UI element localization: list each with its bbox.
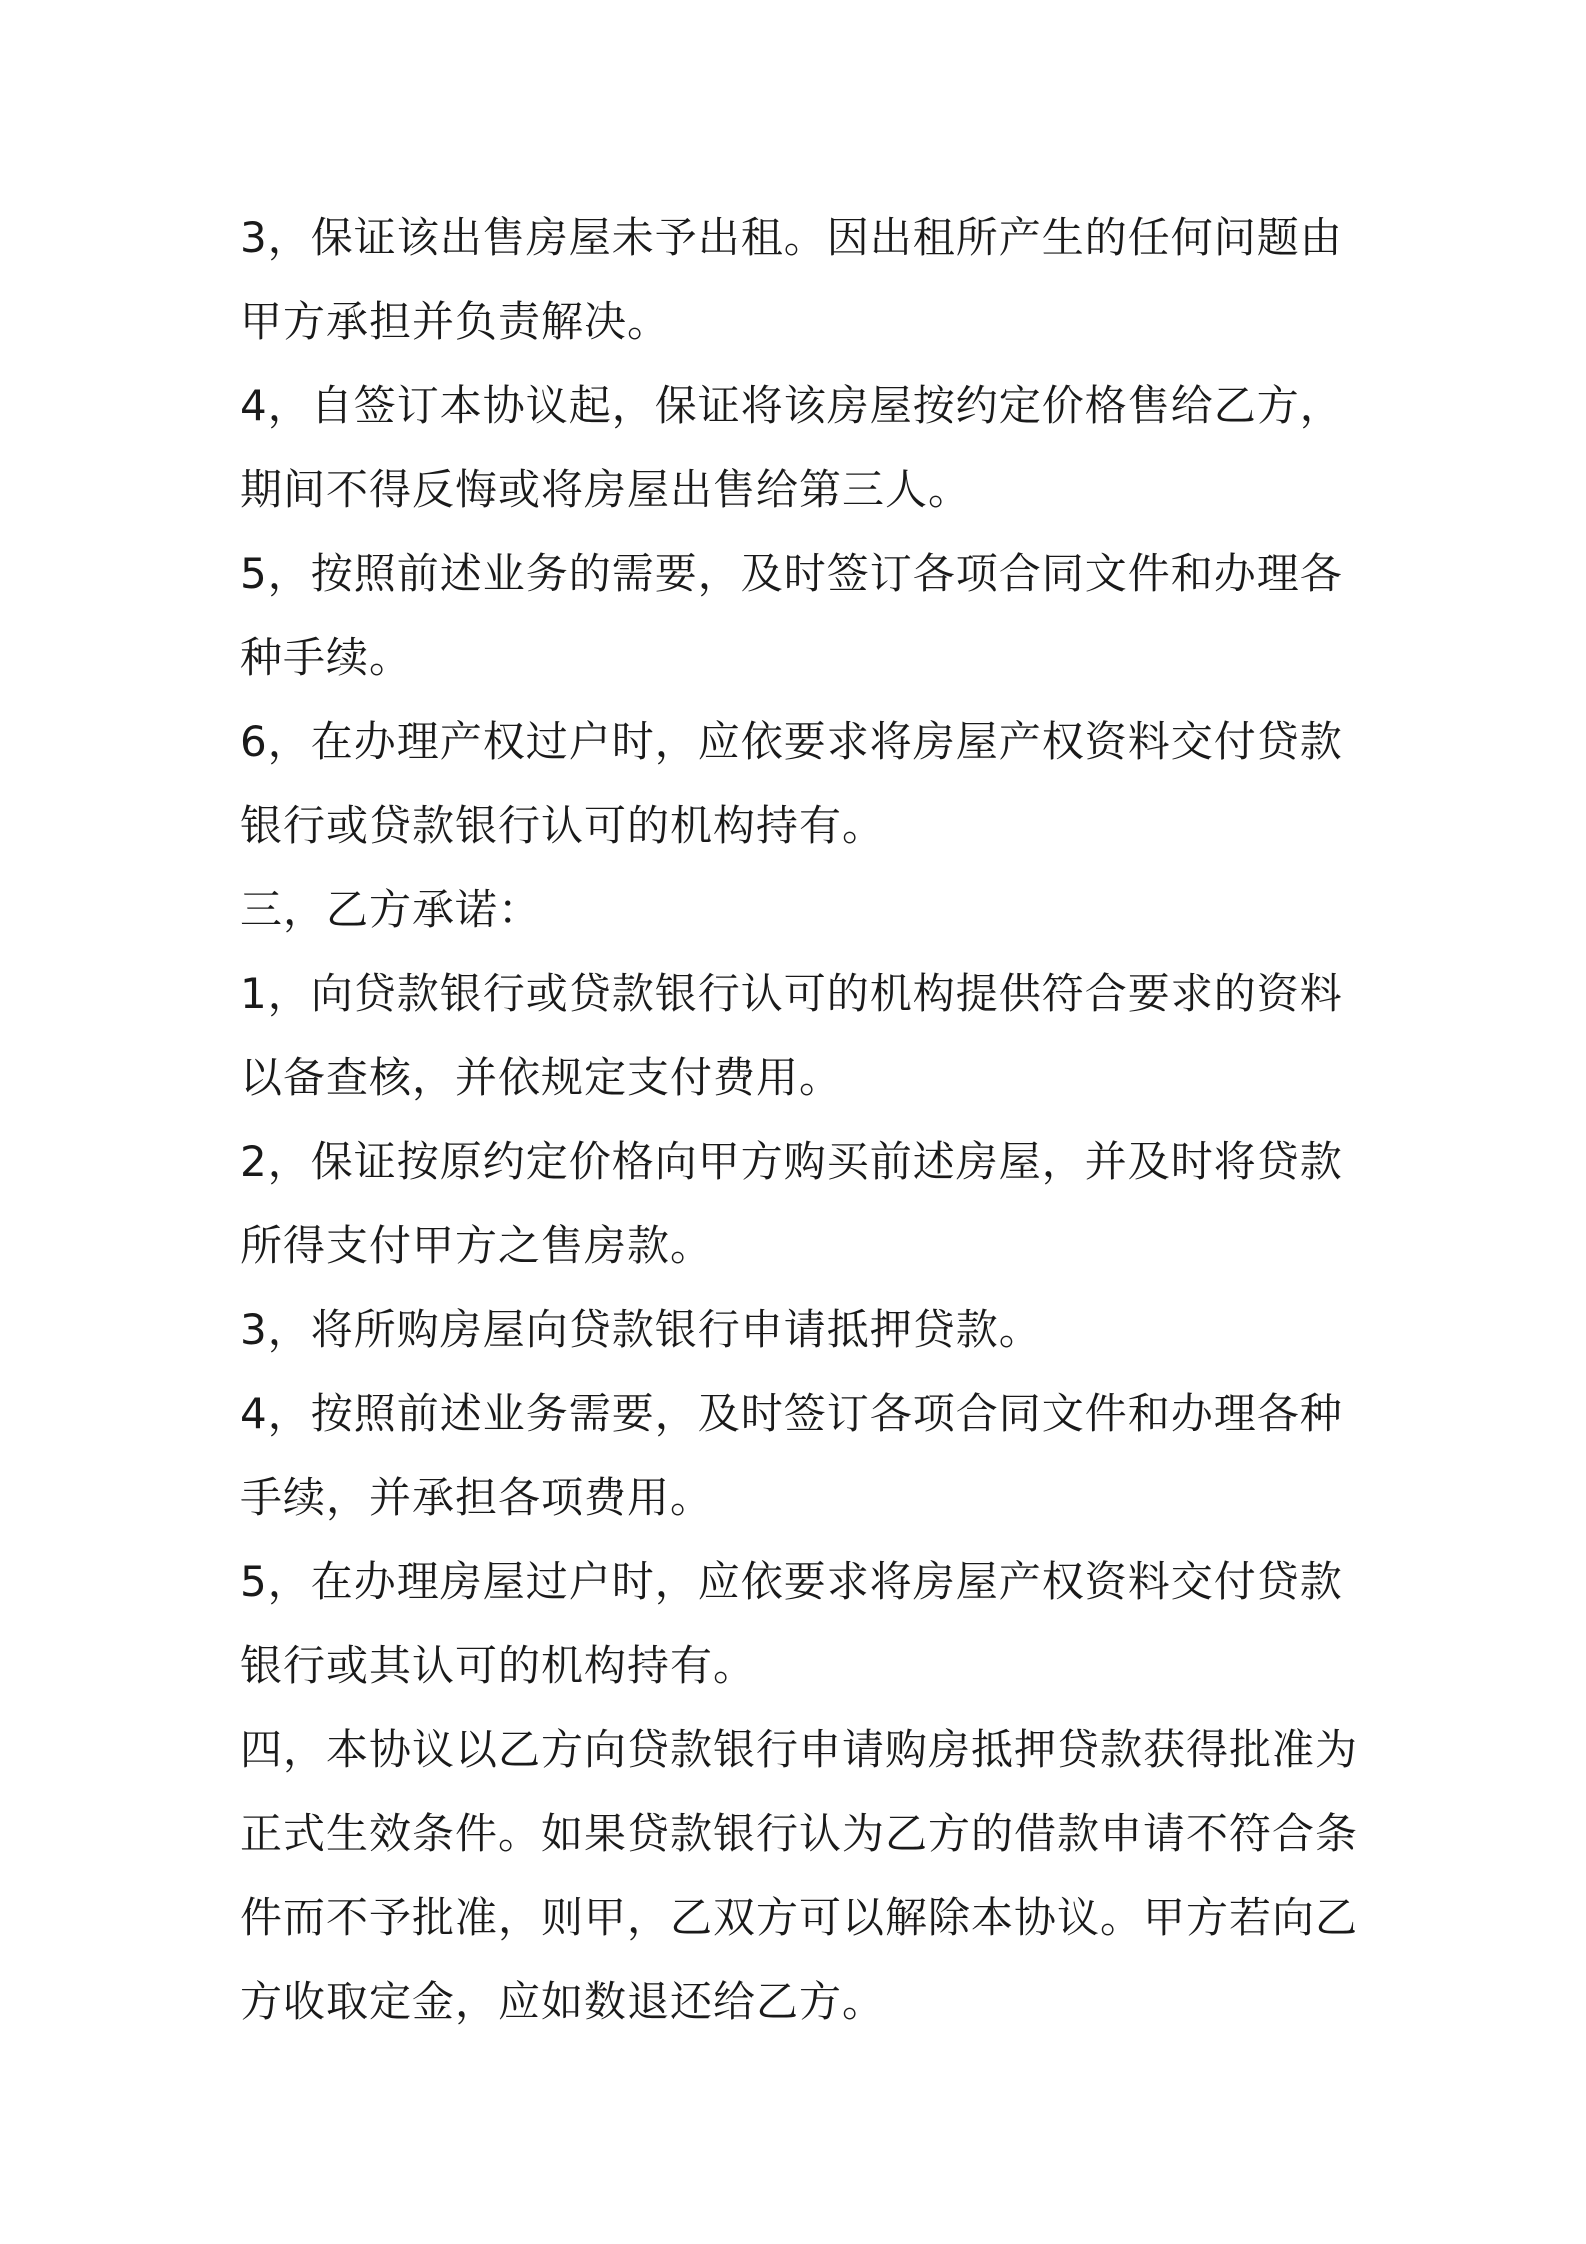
clause-seller-3: 3，保证该出售房屋未予出租。因出租所产生的任何问题由甲方承担并负责解决。 (240, 213, 1343, 346)
clause-buyer-1: 1，向贷款银行或贷款银行认可的机构提供符合要求的资料以备查核，并依规定支付费用。 (240, 969, 1343, 1102)
section-four-effectiveness: 四，本协议以乙方向贷款银行申请购房抵押贷款获得批准为正式生效条件。如果贷款银行认为乙方的借款申请不符合条件而不予批准，则甲，乙双方可以解除本协议。甲方若向乙方收取定金，应如数退还给乙方。 (240, 1725, 1359, 2026)
clause-buyer-4: 4，按照前述业务需要，及时签订各项合同文件和办理各种手续，并承担各项费用。 (240, 1389, 1343, 1522)
section-heading-buyer-promises: 三，乙方承诺： (240, 885, 542, 934)
clause-buyer-5: 5，在办理房屋过户时，应依要求将房屋产权资料交付贷款银行或其认可的机构持有。 (240, 1557, 1343, 1690)
document-body (240, 196, 1360, 2044)
clause-seller-5: 5，按照前述业务的需要，及时签订各项合同文件和办理各种手续。 (240, 549, 1343, 682)
clause-seller-4: 4，自签订本协议起，保证将该房屋按约定价格售给乙方，期间不得反悔或将房屋出售给第三人。 (240, 381, 1343, 514)
clause-buyer-3: 3，将所购房屋向贷款银行申请抵押贷款。 (240, 1305, 1042, 1354)
clause-seller-6: 6，在办理产权过户时，应依要求将房屋产权资料交付贷款银行或贷款银行认可的机构持有。 (240, 717, 1343, 850)
clause-buyer-2: 2，保证按原约定价格向甲方购买前述房屋，并及时将贷款所得支付甲方之售房款。 (240, 1137, 1343, 1270)
